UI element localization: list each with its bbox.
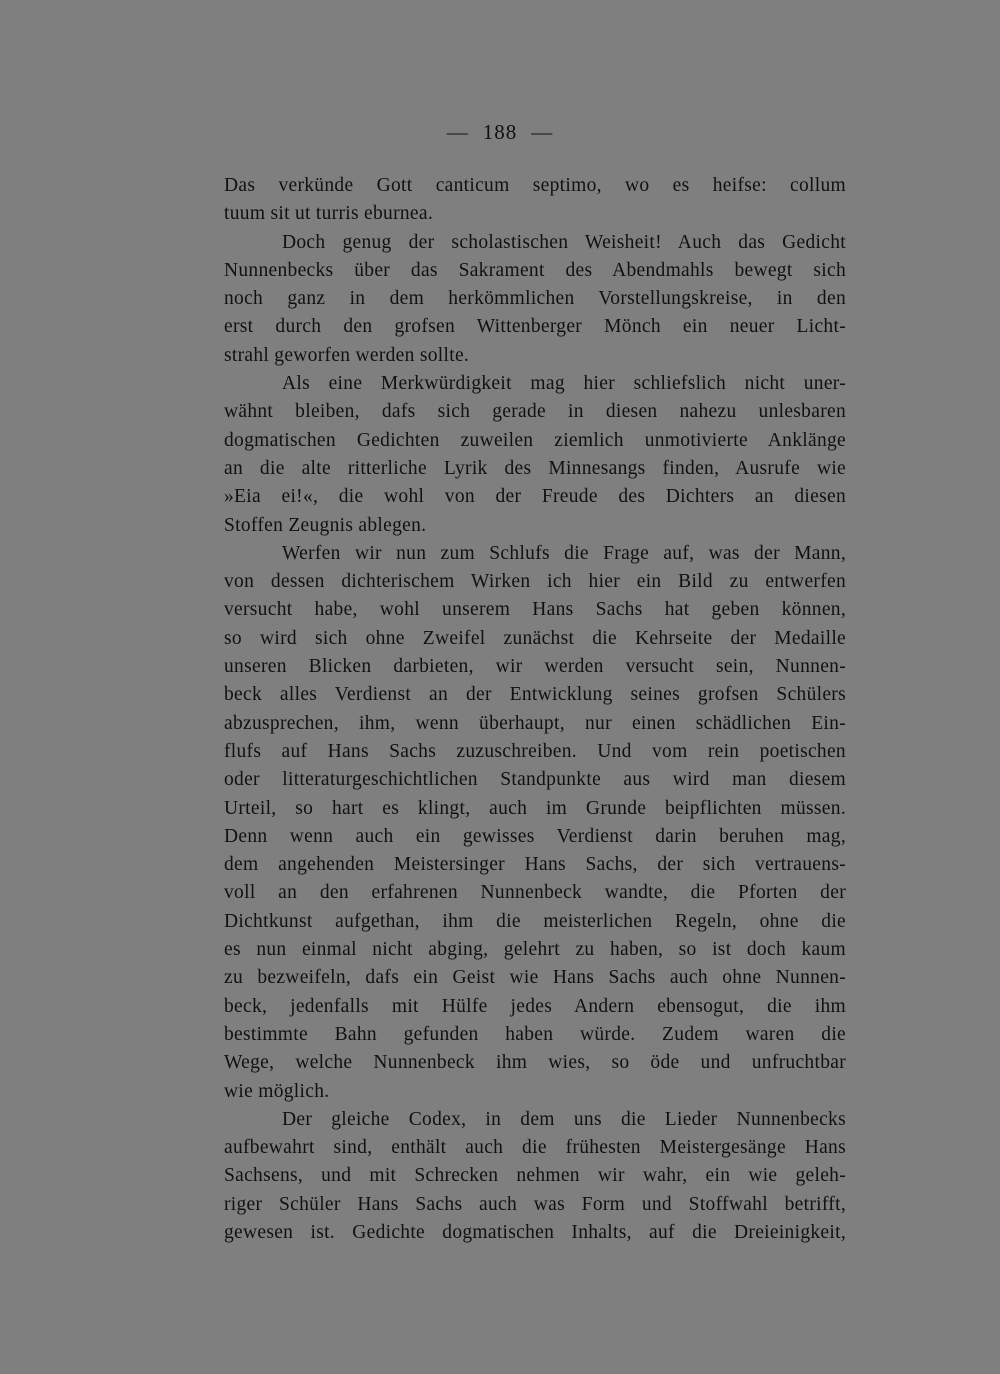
text-line: tuum sit ut turris eburnea. xyxy=(224,203,434,225)
text-line: zu bezweifeln, dafs ein Geist wie Hans Sachs auch ohne Nunnen- xyxy=(224,967,846,989)
text-line: von dessen dichterischem Wirken ich hier ein Bild zu entwerfen xyxy=(224,571,846,593)
text-line: voll an den erfahrenen Nunnenbeck wandte, die Pforten der xyxy=(224,882,846,904)
text-line: dem angehenden Meistersinger Hans Sachs, der sich vertrauens- xyxy=(224,854,846,876)
text-line: Urteil, so hart es klingt, auch im Grunde beipflichten müssen. xyxy=(224,797,846,819)
text-line: strahl geworfen werden sollte. xyxy=(224,344,470,366)
text-line: Sachsens, und mit Schrecken nehmen wir wahr, ein wie geleh- xyxy=(224,1165,846,1187)
text-line: abzusprechen, ihm, wenn überhaupt, nur einen schädlichen Ein- xyxy=(224,712,846,734)
text-line: Doch genug der scholastischen Weisheit! Auch das Gedicht xyxy=(282,231,846,253)
text-line: Wege, welche Nunnenbeck ihm wies, so öde und unfruchtbar xyxy=(224,1052,846,1074)
header-dash-right: — xyxy=(531,120,554,144)
body-text xyxy=(224,172,846,1247)
header-dash-left: — xyxy=(446,120,469,144)
text-line: noch ganz in dem herkömmlichen Vorstellungskreise, in den xyxy=(224,288,846,310)
text-line: bestimmte Bahn gefunden haben würde. Zudem waren die xyxy=(224,1023,846,1045)
text-line: »Eia ei!«, die wohl von der Freude des Dichters an diesen xyxy=(224,486,846,508)
page-number: 188 xyxy=(482,120,518,144)
text-line: riger Schüler Hans Sachs auch was Form und Stoffwahl betrifft, xyxy=(224,1193,846,1215)
text-line: Das verkünde Gott canticum septimo, wo es heifse: collum xyxy=(224,175,846,196)
text-line: Dichtkunst aufgethan, ihm die meisterlichen Regeln, ohne die xyxy=(224,910,846,932)
text-line: Als eine Merkwürdigkeit mag hier schliefslich nicht uner- xyxy=(282,373,846,395)
text-line: so wird sich ohne Zweifel zunächst die Kehrseite der Medaille xyxy=(224,627,846,649)
text-line: beck alles Verdienst an der Entwicklung seines grofsen Schülers xyxy=(224,684,846,706)
text-line: dogmatischen Gedichten zuweilen ziemlich unmotivierte Anklänge xyxy=(224,429,846,451)
text-line: wähnt bleiben, dafs sich gerade in diesen nahezu unlesbaren xyxy=(224,401,846,423)
text-line: flufs auf Hans Sachs zuzuschreiben. Und vom rein poetischen xyxy=(224,740,846,762)
text-line: aufbewahrt sind, enthält auch die frühesten Meistergesänge Hans xyxy=(224,1137,846,1159)
text-line: es nun einmal nicht abging, gelehrt zu haben, so ist doch kaum xyxy=(224,939,846,961)
text-line: Werfen wir nun zum Schlufs die Frage auf, was der Mann, xyxy=(282,542,846,564)
text-line: unseren Blicken darbieten, wir werden versucht sein, Nunnen- xyxy=(224,656,846,678)
text-line: Der gleiche Codex, in dem uns die Lieder Nunnenbecks xyxy=(282,1108,846,1130)
text-line: Nunnenbecks über das Sakrament des Abendmahls bewegt sich xyxy=(224,259,846,281)
text-line: gewesen ist. Gedichte dogmatischen Inhalts, auf die Dreieinigkeit, xyxy=(224,1221,846,1243)
page-header xyxy=(0,120,1000,145)
text-line: versucht habe, wohl unserem Hans Sachs hat geben können, xyxy=(224,599,846,621)
text-line: oder litteraturgeschichtlichen Standpunkte aus wird man diesem xyxy=(224,769,846,791)
text-line: an die alte ritterliche Lyrik des Minnesangs finden, Ausrufe wie xyxy=(224,457,846,479)
text-line: wie möglich. xyxy=(224,1080,330,1102)
text-line: beck, jedenfalls mit Hülfe jedes Andern ebensogut, die ihm xyxy=(224,995,846,1017)
text-line: Stoffen Zeugnis ablegen. xyxy=(224,514,427,536)
text-line: Denn wenn auch ein gewisses Verdienst darin beruhen mag, xyxy=(224,825,846,847)
text-line: erst durch den grofsen Wittenberger Mönch ein neuer Licht- xyxy=(224,316,846,338)
